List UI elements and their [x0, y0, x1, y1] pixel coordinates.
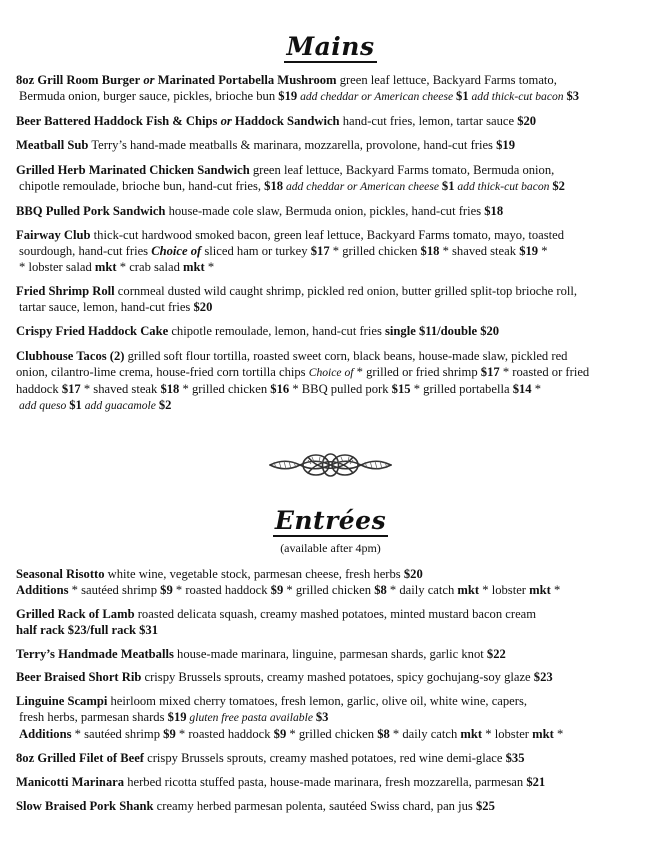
item-name-alt: Marinated Portabella Mushroom	[157, 73, 337, 87]
item-option: * lobster salad	[19, 259, 95, 274]
item-option-price: $19	[519, 243, 539, 258]
item-option: * grilled chicken	[329, 243, 421, 258]
item-desc-cont: onion, cilantro-lime crema, house-fried corn tortilla chips	[16, 364, 309, 379]
item-option-price: $8	[377, 727, 390, 742]
rope-knot-icon	[268, 452, 393, 478]
menu-item-burger	[16, 72, 651, 105]
item-option-price: $16	[270, 381, 290, 396]
item-option-price: $9	[160, 583, 173, 597]
item-desc: crispy Brussels sprouts, creamy mashed potatoes, red wine demi-glace	[144, 750, 506, 765]
item-desc: green leaf lettuce, Backyard Farms tomato, Bermuda onion,	[249, 162, 555, 177]
item-addon: add queso	[19, 398, 70, 412]
item-name: Slow Braised Pork Shank	[16, 798, 154, 813]
item-option-price: mkt	[460, 727, 483, 742]
item-option-price: $9	[163, 727, 176, 742]
item-option-sep: *	[538, 243, 548, 258]
entrees-title: Entrées	[274, 506, 387, 535]
item-desc: house-made marinara, linguine, parmesan shards, garlic knot	[173, 646, 487, 661]
item-price: half rack $23/full rack $31	[16, 622, 159, 637]
item-desc: heirloom mixed cherry tomatoes, fresh lemon, garlic, olive oil, white wine, capers,	[107, 694, 528, 709]
item-addon: add cheddar or American cheese	[297, 90, 457, 103]
item-addon: add thick-cut bacon	[454, 179, 553, 193]
item-price: $20	[517, 114, 537, 129]
item-option: * grilled chicken	[286, 727, 378, 742]
item-price: $23	[533, 670, 553, 685]
item-desc: thick-cut hardwood smoked bacon, green leaf lettuce, Backyard Farms tomato, mayo, toasted	[90, 227, 565, 242]
item-option-price: $18	[160, 381, 180, 396]
item-addon: add guacamole	[81, 398, 159, 412]
additions-label: Additions	[16, 583, 69, 597]
item-option-price: $8	[374, 583, 387, 597]
item-name: Meatball Sub	[16, 138, 89, 153]
item-price: $19	[496, 138, 516, 153]
item-desc-cont: chipotle remoulade, brioche bun, hand-cut fries,	[19, 178, 265, 193]
item-option: * lobster	[482, 727, 533, 742]
item-or: or	[220, 114, 232, 129]
menu-item-seasonal-risotto	[16, 566, 651, 598]
item-option-price: $17	[480, 364, 500, 379]
item-addon: add thick-cut bacon	[468, 90, 567, 103]
item-desc: green leaf lettuce, Backyard Farms tomato,	[336, 73, 557, 87]
item-option-price: $9	[273, 727, 287, 742]
item-option-sep: *	[550, 583, 561, 597]
item-addon-price: $1	[441, 178, 455, 193]
item-choice: Choice of	[308, 365, 354, 379]
item-name: Manicotti Marinara	[16, 774, 125, 789]
item-option: haddock	[16, 381, 62, 396]
item-price: $18	[484, 203, 504, 218]
menu-item-chicken-sandwich	[16, 162, 651, 195]
item-desc-cont: sourdough, hand-cut fries	[19, 243, 152, 258]
item-name: Beer Braised Short Rib	[16, 670, 142, 685]
item-price: $21	[526, 774, 546, 789]
item-desc-cont: sliced ham or turkey	[201, 243, 311, 258]
item-option-price: $9	[270, 583, 284, 597]
item-option-price: $15	[391, 381, 411, 396]
item-addon-price: $3	[315, 710, 329, 725]
menu-item-linguine-scampi	[16, 693, 651, 742]
item-name: Fried Shrimp Roll	[16, 284, 115, 299]
menu-item-meatball-sub	[16, 137, 651, 153]
item-name: 8oz Grilled Filet of Beef	[16, 750, 144, 765]
menu-item-fish-chips	[16, 113, 651, 129]
menu-item-clubhouse-tacos	[16, 348, 651, 414]
item-desc: house-made cole slaw, Bermuda onion, pickles, hand-cut fries	[165, 203, 485, 218]
menu-item-fried-shrimp-roll	[16, 283, 651, 315]
item-option: * shaved steak	[80, 381, 161, 396]
item-name: Seasonal Risotto	[16, 567, 105, 581]
item-price: $19	[278, 89, 298, 103]
item-addon-price: $1	[69, 397, 82, 412]
item-option-price: mkt	[183, 259, 205, 274]
item-option: * roasted haddock	[175, 727, 274, 742]
mains-title: Mains	[286, 32, 375, 61]
item-name: Linguine Scampi	[16, 694, 108, 709]
item-name: Grilled Herb Marinated Chicken Sandwich	[16, 162, 250, 177]
item-option-sep: *	[531, 381, 542, 396]
item-desc: Terry’s hand-made meatballs & marinara, mozzarella, provolone, hand-cut fries	[88, 138, 497, 153]
item-desc-cont: tartar sauce, lemon, hand-cut fries	[19, 300, 194, 315]
item-option: * grilled chicken	[179, 381, 271, 396]
item-option: * grilled chicken	[283, 583, 375, 597]
item-desc: grilled soft flour tortilla, roasted sweet corn, black beans, house-made slaw, pickled red	[124, 348, 568, 363]
item-desc: chipotle remoulade, lemon, hand-cut fries	[168, 324, 386, 339]
item-option-sep: *	[553, 727, 564, 742]
item-option: * grilled or fried shrimp	[353, 364, 481, 379]
item-price: $18	[264, 178, 284, 193]
item-desc: crispy Brussels sprouts, creamy mashed potatoes, spicy gochujang-soy glaze	[141, 670, 534, 685]
item-desc: herbed ricotta stuffed pasta, house-made marinara, fresh mozzarella, parmesan	[124, 774, 527, 789]
item-desc: roasted delicata squash, creamy mashed potatoes, minted mustard bacon cream	[134, 606, 537, 621]
item-price: $20	[403, 567, 423, 581]
item-desc-cont: Bermuda onion, burger sauce, pickles, brioche bun	[19, 89, 279, 103]
item-addon: gluten free pasta available	[186, 711, 316, 725]
item-option-price: $18	[420, 243, 440, 258]
item-price: single $11/double $20	[385, 324, 500, 339]
item-option-price: $14	[512, 381, 532, 396]
item-option: * shaved steak	[439, 243, 520, 258]
item-price: $17	[310, 243, 330, 258]
mains-list	[16, 72, 651, 422]
menu-item-rack-of-lamb	[16, 606, 651, 638]
item-name: BBQ Pulled Pork Sandwich	[16, 203, 166, 218]
item-desc-cont: fresh herbs, parmesan shards	[19, 710, 168, 725]
item-price: $35	[505, 750, 525, 765]
menu-item-handmade-meatballs	[16, 646, 651, 662]
item-option-sep: *	[204, 259, 215, 274]
item-desc: white wine, vegetable stock, parmesan cheese, fresh herbs	[104, 567, 404, 581]
item-or: or	[143, 73, 155, 87]
menu-item-pork-shank	[16, 798, 651, 814]
menu-item-fairway-club	[16, 227, 651, 275]
item-option-price: $17	[61, 381, 81, 396]
item-name: Terry’s Handmade Meatballs	[16, 646, 174, 661]
menu-item-manicotti	[16, 774, 651, 790]
item-desc: cornmeal dusted wild caught shrimp, pickled red onion, butter grilled split-top brioche roll,	[114, 284, 578, 299]
item-option-price: mkt	[532, 727, 554, 742]
item-desc: hand-cut fries, lemon, tartar sauce	[339, 114, 518, 129]
menu-item-bbq-pulled-pork	[16, 203, 651, 219]
item-addon-price: $2	[552, 178, 565, 193]
item-name: 8oz Grill Room Burger	[16, 73, 141, 87]
item-option: * crab salad	[116, 259, 184, 274]
item-name-alt: Haddock Sandwich	[234, 114, 340, 129]
item-option-price: mkt	[94, 259, 117, 274]
item-option: * sautéed shrimp	[68, 583, 161, 597]
item-option: * roasted haddock	[172, 583, 271, 597]
item-option: * roasted or fried	[499, 364, 590, 379]
item-name: Crispy Fried Haddock Cake	[16, 324, 169, 339]
item-option: * daily catch	[389, 727, 461, 742]
entrees-subtitle: (available after 4pm)	[280, 541, 381, 555]
item-option: * sautéed shrimp	[71, 727, 164, 742]
item-addon: add cheddar or American cheese	[283, 179, 442, 193]
item-price: $19	[167, 710, 187, 725]
item-name: Beer Battered Haddock Fish & Chips	[16, 114, 218, 129]
menu-item-filet-of-beef	[16, 750, 651, 766]
menu-item-haddock-cake	[16, 323, 651, 339]
item-option: * daily catch	[386, 583, 458, 597]
item-name: Fairway Club	[16, 227, 91, 242]
item-desc: creamy herbed parmesan polenta, sautéed Swiss chard, pan jus	[153, 798, 476, 813]
item-name: Grilled Rack of Lamb	[16, 606, 135, 621]
item-price: $22	[486, 646, 506, 661]
entrees-list	[16, 566, 651, 821]
item-price: $25	[475, 798, 495, 813]
menu-item-short-rib	[16, 669, 651, 685]
item-option-price: mkt	[529, 583, 551, 597]
item-price: $20	[193, 300, 213, 315]
item-option: * BBQ pulled pork	[289, 381, 392, 396]
item-addon-price: $3	[566, 89, 580, 103]
item-addon-price: $1	[456, 89, 469, 103]
item-option-price: mkt	[457, 583, 480, 597]
item-addon-price: $2	[158, 397, 172, 412]
item-choice: Choice of	[151, 243, 202, 258]
item-name: Clubhouse Tacos (2)	[16, 348, 125, 363]
item-option: * lobster	[479, 583, 530, 597]
item-option: * grilled portabella	[410, 381, 513, 396]
additions-label: Additions	[19, 727, 72, 742]
